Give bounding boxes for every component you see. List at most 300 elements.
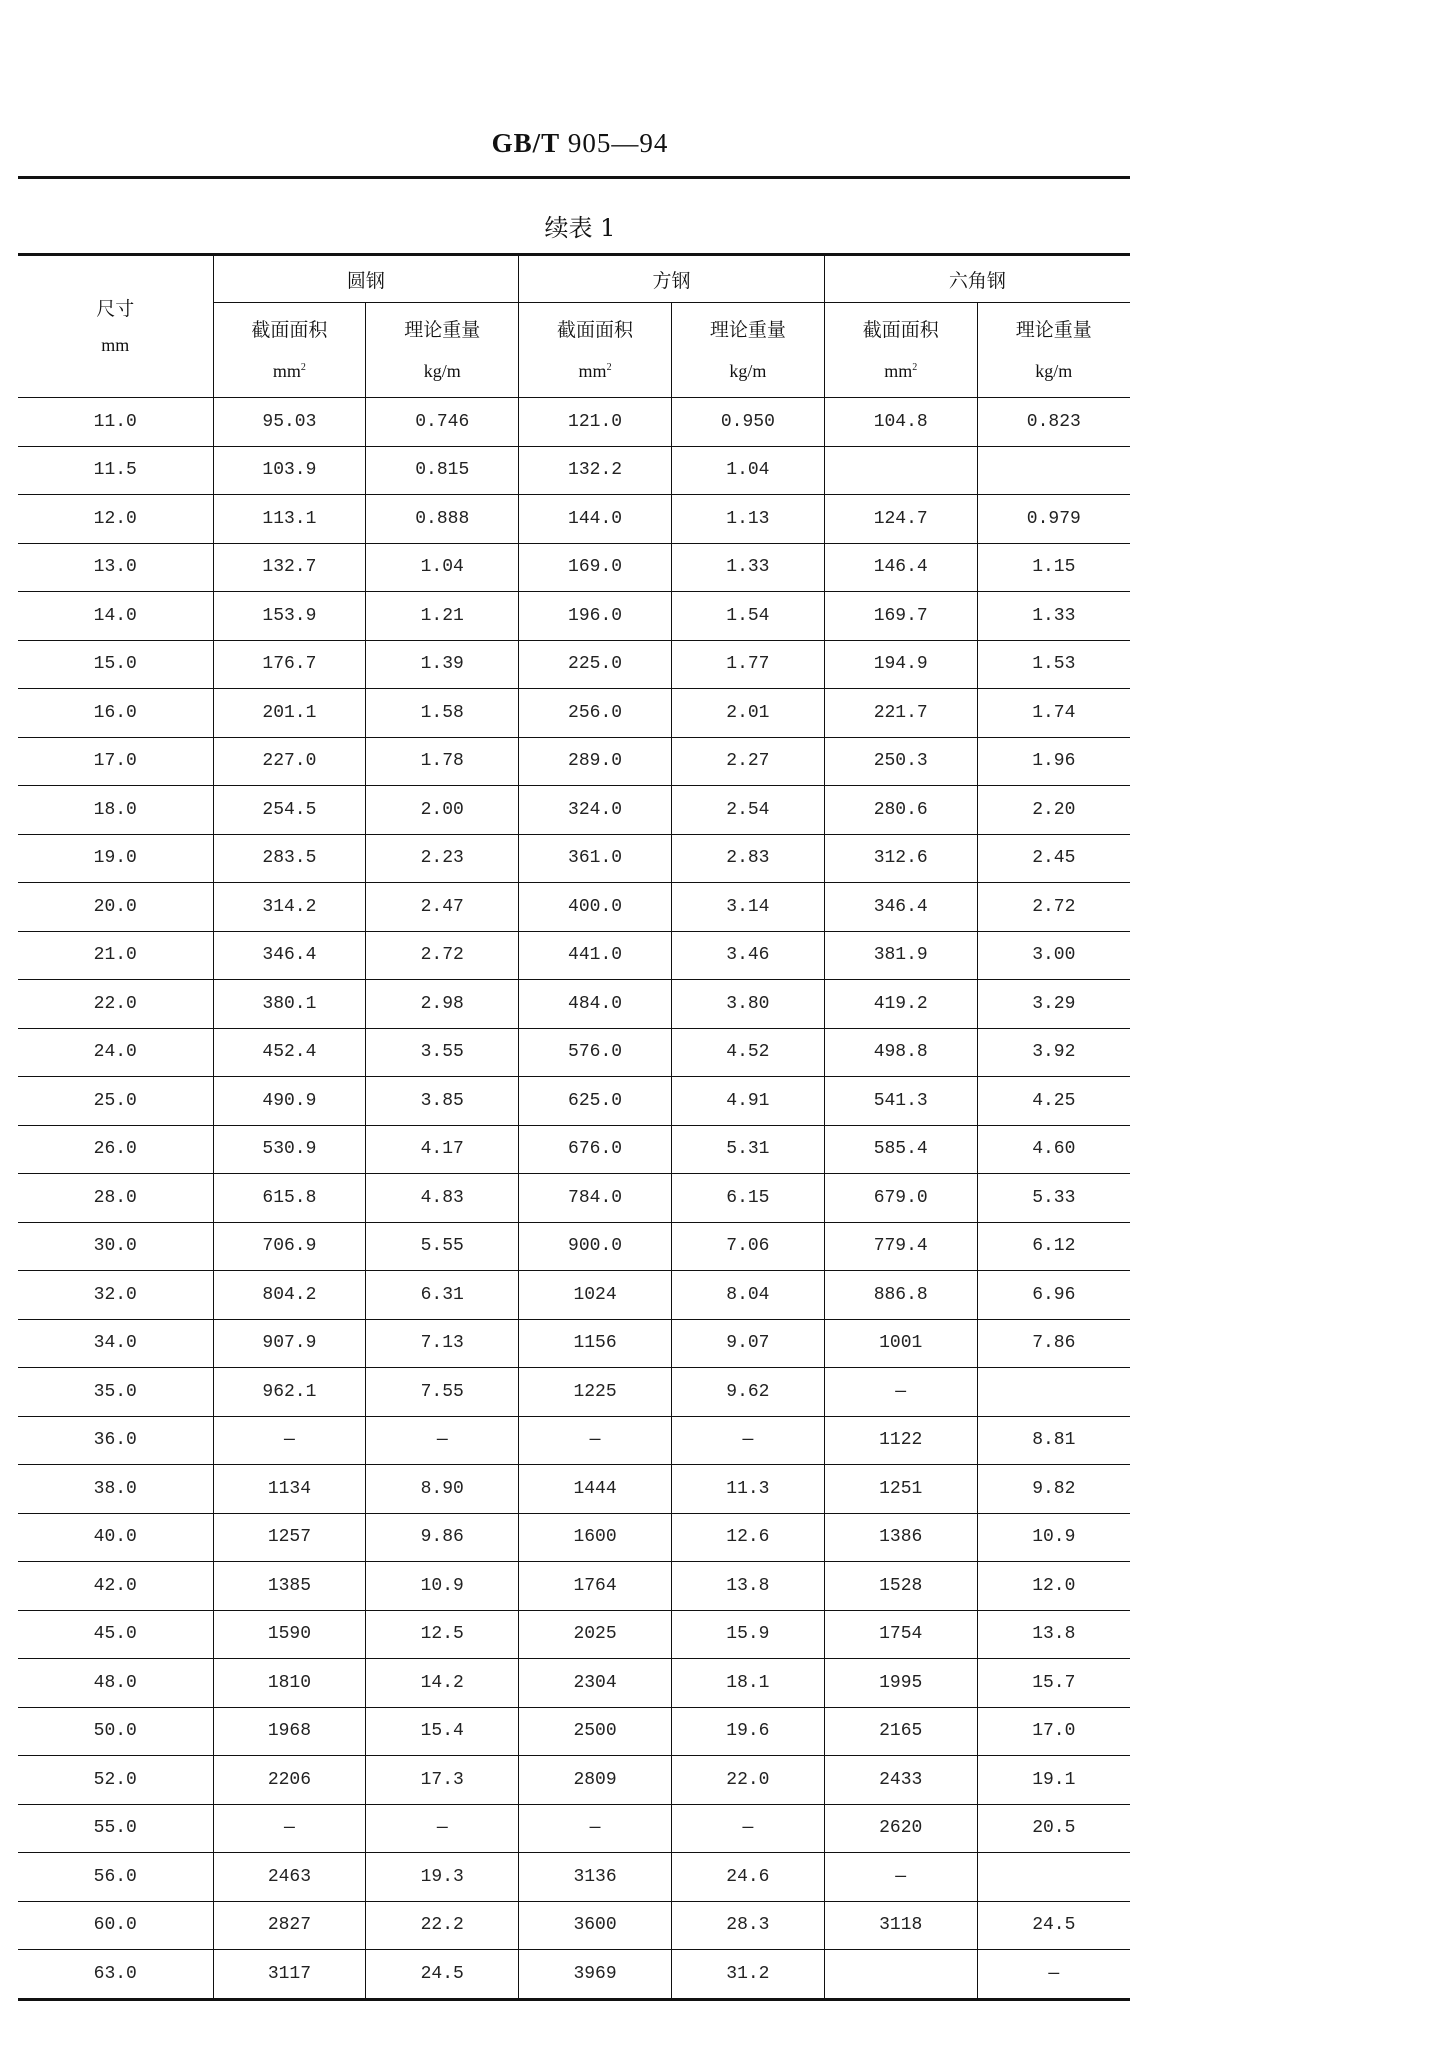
- size-cell: 52.0: [18, 1756, 213, 1805]
- value-cell: —: [366, 1804, 519, 1853]
- value-cell: 256.0: [519, 689, 672, 738]
- value-cell: 1225: [519, 1368, 672, 1417]
- value-cell: 2.47: [366, 883, 519, 932]
- value-cell: 779.4: [824, 1222, 977, 1271]
- value-cell: 1528: [824, 1562, 977, 1611]
- value-cell: 227.0: [213, 737, 366, 786]
- value-cell: 1001: [824, 1319, 977, 1368]
- value-cell: 625.0: [519, 1077, 672, 1126]
- value-cell: 0.979: [977, 495, 1130, 544]
- size-cell: 34.0: [18, 1319, 213, 1368]
- value-cell: 441.0: [519, 931, 672, 980]
- value-cell: 3.46: [671, 931, 824, 980]
- value-cell: 1.15: [977, 543, 1130, 592]
- unit-text: kg/m: [729, 360, 767, 381]
- value-cell: 144.0: [519, 495, 672, 544]
- group-header-square-steel: 方钢: [519, 255, 825, 303]
- value-cell: 452.4: [213, 1028, 366, 1077]
- value-cell: 784.0: [519, 1174, 672, 1223]
- value-cell: —: [824, 1368, 977, 1417]
- table-row: [18, 786, 1130, 835]
- value-cell: 18.1: [671, 1659, 824, 1708]
- value-cell: 113.1: [213, 495, 366, 544]
- value-cell: 103.9: [213, 446, 366, 495]
- value-cell: 169.0: [519, 543, 672, 592]
- value-cell: 1251: [824, 1465, 977, 1514]
- table-row: [18, 1950, 1130, 2000]
- value-cell: 1156: [519, 1319, 672, 1368]
- size-column-header: [18, 255, 213, 398]
- size-cell: 20.0: [18, 883, 213, 932]
- value-cell: 24.5: [977, 1901, 1130, 1950]
- size-cell: 55.0: [18, 1804, 213, 1853]
- size-cell: 38.0: [18, 1465, 213, 1514]
- unit-superscript: 2: [606, 361, 612, 373]
- value-cell: 28.3: [671, 1901, 824, 1950]
- value-cell: 9.82: [977, 1465, 1130, 1514]
- value-cell: 2.20: [977, 786, 1130, 835]
- table-row: [18, 1562, 1130, 1611]
- sub-header-unit: [825, 349, 977, 390]
- table-row: [18, 737, 1130, 786]
- value-cell: 5.55: [366, 1222, 519, 1271]
- value-cell: 2.45: [977, 834, 1130, 883]
- value-cell: 324.0: [519, 786, 672, 835]
- unit-superscript: 2: [912, 361, 918, 373]
- value-cell: 7.06: [671, 1222, 824, 1271]
- size-cell: 56.0: [18, 1853, 213, 1902]
- table-row: [18, 1465, 1130, 1514]
- value-cell: 0.888: [366, 495, 519, 544]
- value-cell: 4.83: [366, 1174, 519, 1223]
- value-cell: 484.0: [519, 980, 672, 1029]
- table-caption: 续表 1: [544, 214, 616, 242]
- value-cell: 2827: [213, 1901, 366, 1950]
- value-cell: 3.55: [366, 1028, 519, 1077]
- value-cell: 3969: [519, 1950, 672, 2000]
- standard-number: 905—94: [567, 128, 669, 158]
- sub-header-unit: [978, 349, 1130, 390]
- size-cell: 13.0: [18, 543, 213, 592]
- value-cell: 289.0: [519, 737, 672, 786]
- value-cell: 146.4: [824, 543, 977, 592]
- value-cell: 900.0: [519, 1222, 672, 1271]
- value-cell: 4.17: [366, 1125, 519, 1174]
- value-cell: 254.5: [213, 786, 366, 835]
- size-cell: 11.0: [18, 398, 213, 447]
- value-cell: 283.5: [213, 834, 366, 883]
- sub-header-label: 截面面积: [862, 318, 939, 341]
- value-cell: 12.5: [366, 1610, 519, 1659]
- value-cell: 225.0: [519, 640, 672, 689]
- value-cell: 121.0: [519, 398, 672, 447]
- value-cell: 1257: [213, 1513, 366, 1562]
- size-cell: 25.0: [18, 1077, 213, 1126]
- value-cell: 2.72: [366, 931, 519, 980]
- table-row: [18, 834, 1130, 883]
- value-cell: [824, 446, 977, 495]
- value-cell: 4.52: [671, 1028, 824, 1077]
- table-row: [18, 1271, 1130, 1320]
- value-cell: [977, 446, 1130, 495]
- value-cell: 3136: [519, 1853, 672, 1902]
- table-row: [18, 1901, 1130, 1950]
- value-cell: 1.77: [671, 640, 824, 689]
- value-cell: 4.91: [671, 1077, 824, 1126]
- value-cell: 1386: [824, 1513, 977, 1562]
- sub-header-unit: [672, 349, 824, 390]
- value-cell: 380.1: [213, 980, 366, 1029]
- table-row: [18, 1804, 1130, 1853]
- value-cell: 1.54: [671, 592, 824, 641]
- size-cell: 11.5: [18, 446, 213, 495]
- size-cell: 12.0: [18, 495, 213, 544]
- unit-superscript: 2: [300, 361, 306, 373]
- value-cell: 5.31: [671, 1125, 824, 1174]
- value-cell: 1024: [519, 1271, 672, 1320]
- table-row: [18, 980, 1130, 1029]
- table-row: [18, 446, 1130, 495]
- value-cell: 2.83: [671, 834, 824, 883]
- header-rule: [18, 176, 1130, 179]
- standard-code: GB/T: [491, 128, 561, 158]
- value-cell: 6.12: [977, 1222, 1130, 1271]
- value-cell: 585.4: [824, 1125, 977, 1174]
- value-cell: 8.81: [977, 1416, 1130, 1465]
- value-cell: 1968: [213, 1707, 366, 1756]
- value-cell: 2433: [824, 1756, 977, 1805]
- value-cell: 20.5: [977, 1804, 1130, 1853]
- sub-header-section-area: [824, 303, 977, 398]
- value-cell: 676.0: [519, 1125, 672, 1174]
- value-cell: 419.2: [824, 980, 977, 1029]
- value-cell: 8.90: [366, 1465, 519, 1514]
- table-row: [18, 1513, 1130, 1562]
- value-cell: 9.07: [671, 1319, 824, 1368]
- value-cell: 2304: [519, 1659, 672, 1708]
- value-cell: 1.74: [977, 689, 1130, 738]
- table-row: [18, 1707, 1130, 1756]
- value-cell: 12.6: [671, 1513, 824, 1562]
- size-cell: 50.0: [18, 1707, 213, 1756]
- table-row: [18, 1368, 1130, 1417]
- unit-text: mm: [578, 360, 607, 381]
- value-cell: —: [213, 1804, 366, 1853]
- value-cell: 1444: [519, 1465, 672, 1514]
- value-cell: 14.2: [366, 1659, 519, 1708]
- value-cell: 95.03: [213, 398, 366, 447]
- table-row: [18, 543, 1130, 592]
- sub-header-theoretical-weight: [366, 303, 519, 398]
- size-cell: 40.0: [18, 1513, 213, 1562]
- size-cell: 45.0: [18, 1610, 213, 1659]
- value-cell: —: [671, 1804, 824, 1853]
- table-row: [18, 1125, 1130, 1174]
- value-cell: 1.96: [977, 737, 1130, 786]
- table-row: [18, 1416, 1130, 1465]
- size-cell: 42.0: [18, 1562, 213, 1611]
- value-cell: 1600: [519, 1513, 672, 1562]
- size-cell: 32.0: [18, 1271, 213, 1320]
- size-cell: 22.0: [18, 980, 213, 1029]
- size-cell: 30.0: [18, 1222, 213, 1271]
- sub-header-section-area: [213, 303, 366, 398]
- value-cell: 24.6: [671, 1853, 824, 1902]
- value-cell: 169.7: [824, 592, 977, 641]
- size-cell: 28.0: [18, 1174, 213, 1223]
- value-cell: [977, 1853, 1130, 1902]
- value-cell: 196.0: [519, 592, 672, 641]
- value-cell: —: [213, 1416, 366, 1465]
- value-cell: 9.86: [366, 1513, 519, 1562]
- value-cell: 19.1: [977, 1756, 1130, 1805]
- value-cell: 1.21: [366, 592, 519, 641]
- value-cell: 361.0: [519, 834, 672, 883]
- value-cell: 2463: [213, 1853, 366, 1902]
- value-cell: 10.9: [366, 1562, 519, 1611]
- value-cell: 1.13: [671, 495, 824, 544]
- value-cell: 19.3: [366, 1853, 519, 1902]
- table-row: [18, 1222, 1130, 1271]
- size-cell: 17.0: [18, 737, 213, 786]
- value-cell: 15.9: [671, 1610, 824, 1659]
- value-cell: 4.60: [977, 1125, 1130, 1174]
- value-cell: [824, 1950, 977, 2000]
- value-cell: 153.9: [213, 592, 366, 641]
- size-cell: 63.0: [18, 1950, 213, 2000]
- value-cell: 6.15: [671, 1174, 824, 1223]
- value-cell: 3.00: [977, 931, 1130, 980]
- value-cell: 1.78: [366, 737, 519, 786]
- value-cell: 17.0: [977, 1707, 1130, 1756]
- table-row: [18, 592, 1130, 641]
- value-cell: 346.4: [213, 931, 366, 980]
- value-cell: 576.0: [519, 1028, 672, 1077]
- size-label: 尺寸: [96, 297, 135, 320]
- sub-header-unit: [366, 349, 518, 390]
- value-cell: 3.14: [671, 883, 824, 932]
- value-cell: 250.3: [824, 737, 977, 786]
- value-cell: 11.3: [671, 1465, 824, 1514]
- size-cell: 60.0: [18, 1901, 213, 1950]
- table-row: [18, 1610, 1130, 1659]
- table-row: [18, 1077, 1130, 1126]
- standard-title: [0, 128, 1160, 159]
- value-cell: 2.23: [366, 834, 519, 883]
- value-cell: 1.04: [366, 543, 519, 592]
- value-cell: 381.9: [824, 931, 977, 980]
- table-row: [18, 1174, 1130, 1223]
- value-cell: 2.72: [977, 883, 1130, 932]
- value-cell: 1.33: [671, 543, 824, 592]
- value-cell: 804.2: [213, 1271, 366, 1320]
- group-header-hexagon-steel: 六角钢: [824, 255, 1130, 303]
- value-cell: 2620: [824, 1804, 977, 1853]
- value-cell: 3117: [213, 1950, 366, 2000]
- value-cell: 1122: [824, 1416, 977, 1465]
- sub-header-label: 理论重量: [1015, 318, 1092, 341]
- size-cell: 14.0: [18, 592, 213, 641]
- value-cell: 2809: [519, 1756, 672, 1805]
- value-cell: 17.3: [366, 1756, 519, 1805]
- value-cell: 15.4: [366, 1707, 519, 1756]
- value-cell: 13.8: [977, 1610, 1130, 1659]
- sub-header-label: 理论重量: [404, 318, 481, 341]
- value-cell: 5.33: [977, 1174, 1130, 1223]
- value-cell: 7.86: [977, 1319, 1130, 1368]
- value-cell: 679.0: [824, 1174, 977, 1223]
- value-cell: 706.9: [213, 1222, 366, 1271]
- value-cell: 1590: [213, 1610, 366, 1659]
- table-row: [18, 883, 1130, 932]
- value-cell: 3.29: [977, 980, 1130, 1029]
- size-cell: 24.0: [18, 1028, 213, 1077]
- sub-header-theoretical-weight: [977, 303, 1130, 398]
- value-cell: 6.96: [977, 1271, 1130, 1320]
- value-cell: 1.04: [671, 446, 824, 495]
- value-cell: 0.950: [671, 398, 824, 447]
- value-cell: 3.92: [977, 1028, 1130, 1077]
- value-cell: 9.62: [671, 1368, 824, 1417]
- value-cell: 0.746: [366, 398, 519, 447]
- value-cell: 2.27: [671, 737, 824, 786]
- value-cell: 132.7: [213, 543, 366, 592]
- value-cell: —: [519, 1416, 672, 1465]
- value-cell: 22.0: [671, 1756, 824, 1805]
- value-cell: 2.01: [671, 689, 824, 738]
- value-cell: 3118: [824, 1901, 977, 1950]
- value-cell: 1754: [824, 1610, 977, 1659]
- size-cell: 16.0: [18, 689, 213, 738]
- sub-header-theoretical-weight: [671, 303, 824, 398]
- value-cell: 104.8: [824, 398, 977, 447]
- value-cell: 7.55: [366, 1368, 519, 1417]
- value-cell: 1385: [213, 1562, 366, 1611]
- value-cell: 4.25: [977, 1077, 1130, 1126]
- value-cell: —: [671, 1416, 824, 1465]
- value-cell: 194.9: [824, 640, 977, 689]
- value-cell: 2206: [213, 1756, 366, 1805]
- sub-header-unit: [519, 349, 671, 390]
- value-cell: —: [824, 1853, 977, 1902]
- value-cell: 10.9: [977, 1513, 1130, 1562]
- value-cell: 314.2: [213, 883, 366, 932]
- value-cell: 3.80: [671, 980, 824, 1029]
- value-cell: 8.04: [671, 1271, 824, 1320]
- value-cell: 2.00: [366, 786, 519, 835]
- value-cell: 31.2: [671, 1950, 824, 2000]
- size-cell: 18.0: [18, 786, 213, 835]
- table-row: [18, 931, 1130, 980]
- size-cell: 15.0: [18, 640, 213, 689]
- table-row: [18, 1853, 1130, 1902]
- value-cell: 24.5: [366, 1950, 519, 2000]
- table-row: [18, 1659, 1130, 1708]
- value-cell: 176.7: [213, 640, 366, 689]
- table-row: [18, 495, 1130, 544]
- table-row: [18, 689, 1130, 738]
- value-cell: 2.54: [671, 786, 824, 835]
- value-cell: 541.3: [824, 1077, 977, 1126]
- sub-header-section-area: [519, 303, 672, 398]
- size-unit: mm: [101, 334, 130, 355]
- value-cell: 1.58: [366, 689, 519, 738]
- steel-size-table: [18, 253, 1130, 2001]
- value-cell: 2500: [519, 1707, 672, 1756]
- size-cell: 19.0: [18, 834, 213, 883]
- value-cell: 2165: [824, 1707, 977, 1756]
- value-cell: 1.53: [977, 640, 1130, 689]
- value-cell: 1995: [824, 1659, 977, 1708]
- value-cell: 2025: [519, 1610, 672, 1659]
- value-cell: —: [519, 1804, 672, 1853]
- value-cell: 132.2: [519, 446, 672, 495]
- value-cell: 312.6: [824, 834, 977, 883]
- unit-text: mm: [884, 360, 913, 381]
- sub-header-label: 截面面积: [557, 318, 634, 341]
- size-cell: 26.0: [18, 1125, 213, 1174]
- value-cell: 3600: [519, 1901, 672, 1950]
- value-cell: 19.6: [671, 1707, 824, 1756]
- sub-header-label: 理论重量: [709, 318, 786, 341]
- value-cell: 530.9: [213, 1125, 366, 1174]
- value-cell: 962.1: [213, 1368, 366, 1417]
- table-body: [18, 398, 1130, 2000]
- size-cell: 35.0: [18, 1368, 213, 1417]
- value-cell: 13.8: [671, 1562, 824, 1611]
- value-cell: 498.8: [824, 1028, 977, 1077]
- value-cell: 886.8: [824, 1271, 977, 1320]
- value-cell: 1764: [519, 1562, 672, 1611]
- value-cell: 124.7: [824, 495, 977, 544]
- sub-header-label: 截面面积: [251, 318, 328, 341]
- value-cell: 2.98: [366, 980, 519, 1029]
- value-cell: 3.85: [366, 1077, 519, 1126]
- value-cell: 615.8: [213, 1174, 366, 1223]
- value-cell: 400.0: [519, 883, 672, 932]
- value-cell: 907.9: [213, 1319, 366, 1368]
- table-row: [18, 1756, 1130, 1805]
- size-cell: 36.0: [18, 1416, 213, 1465]
- size-cell: 21.0: [18, 931, 213, 980]
- group-header-round-steel: 圆钢: [213, 255, 519, 303]
- table-row: [18, 398, 1130, 447]
- value-cell: 22.2: [366, 1901, 519, 1950]
- size-cell: 48.0: [18, 1659, 213, 1708]
- value-cell: 1134: [213, 1465, 366, 1514]
- value-cell: 6.31: [366, 1271, 519, 1320]
- value-cell: —: [366, 1416, 519, 1465]
- unit-text: mm: [272, 360, 301, 381]
- unit-text: kg/m: [1035, 360, 1073, 381]
- value-cell: 221.7: [824, 689, 977, 738]
- sub-header-unit: [214, 349, 366, 390]
- value-cell: 1.39: [366, 640, 519, 689]
- value-cell: 1810: [213, 1659, 366, 1708]
- value-cell: 490.9: [213, 1077, 366, 1126]
- value-cell: 0.815: [366, 446, 519, 495]
- value-cell: 346.4: [824, 883, 977, 932]
- value-cell: 0.823: [977, 398, 1130, 447]
- value-cell: 201.1: [213, 689, 366, 738]
- value-cell: [977, 1368, 1130, 1417]
- table-row: [18, 640, 1130, 689]
- table-row: [18, 1319, 1130, 1368]
- value-cell: 280.6: [824, 786, 977, 835]
- unit-text: kg/m: [423, 360, 461, 381]
- value-cell: —: [977, 1950, 1130, 2000]
- value-cell: 15.7: [977, 1659, 1130, 1708]
